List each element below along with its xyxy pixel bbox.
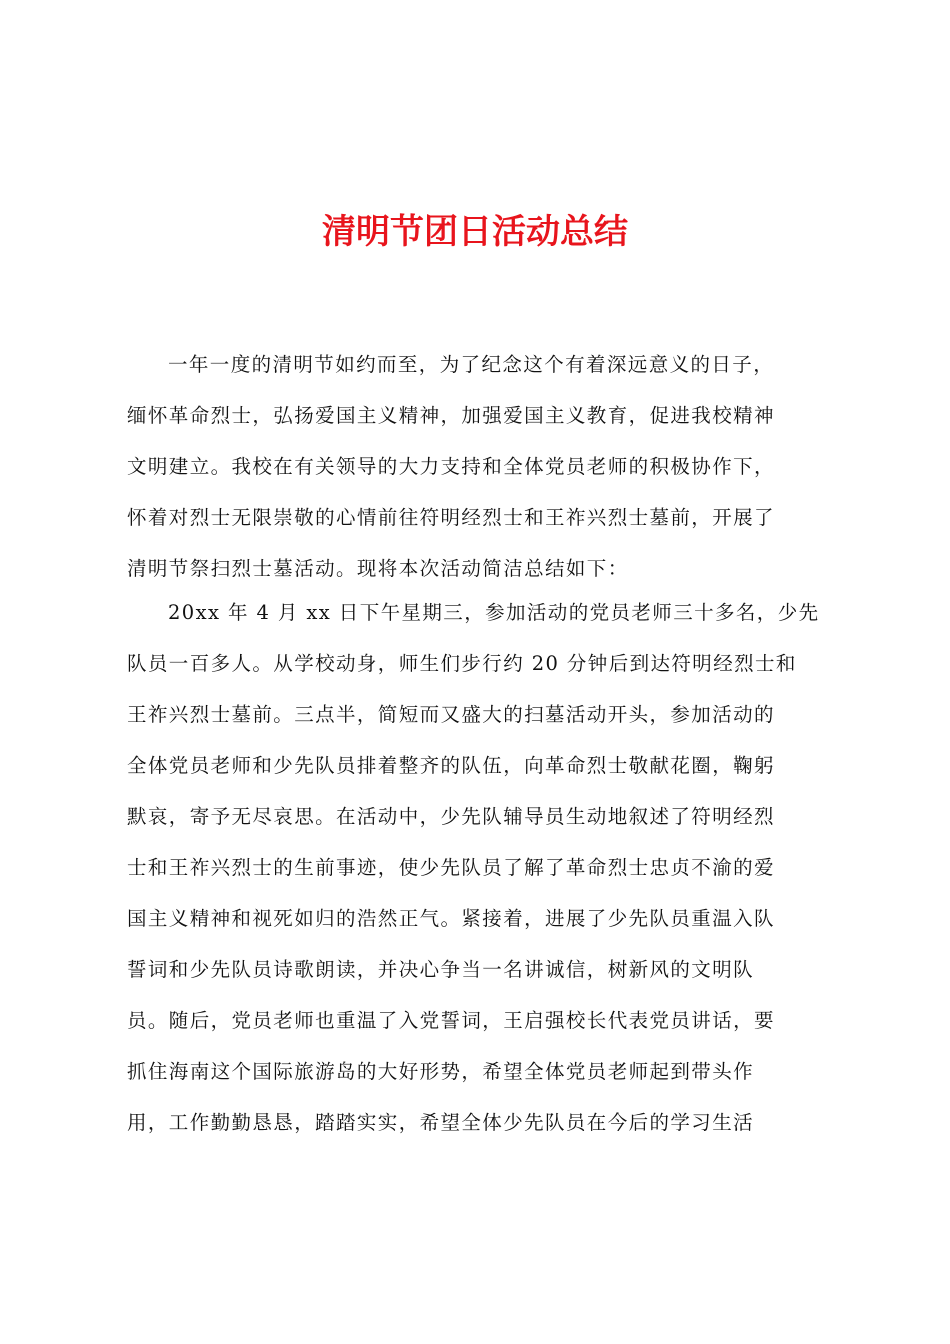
paragraph-line: 王祚兴烈士墓前。三点半，简短而又盛大的扫墓活动开头，参加活动的 [127, 703, 775, 726]
document-title: 清明节团日活动总结 [322, 212, 628, 252]
paragraph-line: 20xx 年 4 月 xx 日下午星期三，参加活动的党员老师三十多名，少先 [168, 601, 820, 624]
paragraph-line: 士和王祚兴烈士的生前事迹，使少先队员了解了革命烈士忠贞不渝的爱 [127, 856, 775, 879]
paragraph-2 [127, 587, 830, 1148]
paragraph-line: 默哀，寄予无尽哀思。在活动中，少先队辅导员生动地叙述了符明经烈 [127, 805, 775, 828]
paragraph-line: 一年一度的清明节如约而至，为了纪念这个有着深远意义的日子， [168, 353, 775, 376]
paragraph-line: 怀着对烈士无限崇敬的心情前往符明经烈士和王祚兴烈士墓前，开展了 [127, 506, 775, 529]
paragraph-1 [127, 339, 830, 594]
paragraph-line: 誓词和少先队员诗歌朗读，并决心争当一名讲诚信，树新风的文明队 [127, 958, 755, 981]
paragraph-line: 缅怀革命烈士，弘扬爱国主义精神，加强爱国主义教育，促进我校精神 [127, 404, 775, 427]
paragraph-line: 抓住海南这个国际旅游岛的大好形势，希望全体党员老师起到带头作 [127, 1060, 755, 1083]
paragraph-line: 队员一百多人。从学校动身，师生们步行约 20 分钟后到达符明经烈士和 [127, 652, 797, 675]
paragraph-line: 国主义精神和视死如归的浩然正气。紧接着，进展了少先队员重温入队 [127, 907, 775, 930]
paragraph-line: 员。随后，党员老师也重温了入党誓词，王启强校长代表党员讲话，要 [127, 1009, 775, 1032]
paragraph-line: 文明建立。我校在有关领导的大力支持和全体党员老师的积极协作下， [127, 455, 775, 478]
paragraph-line: 全体党员老师和少先队员排着整齐的队伍，向革命烈士敬献花圈，鞠躬 [127, 754, 775, 777]
paragraph-line: 清明节祭扫烈士墓活动。现将本次活动简洁总结如下： [127, 557, 629, 580]
paragraph-line: 用，工作勤勤恳恳，踏踏实实，希望全体少先队员在今后的学习生活 [127, 1111, 755, 1134]
